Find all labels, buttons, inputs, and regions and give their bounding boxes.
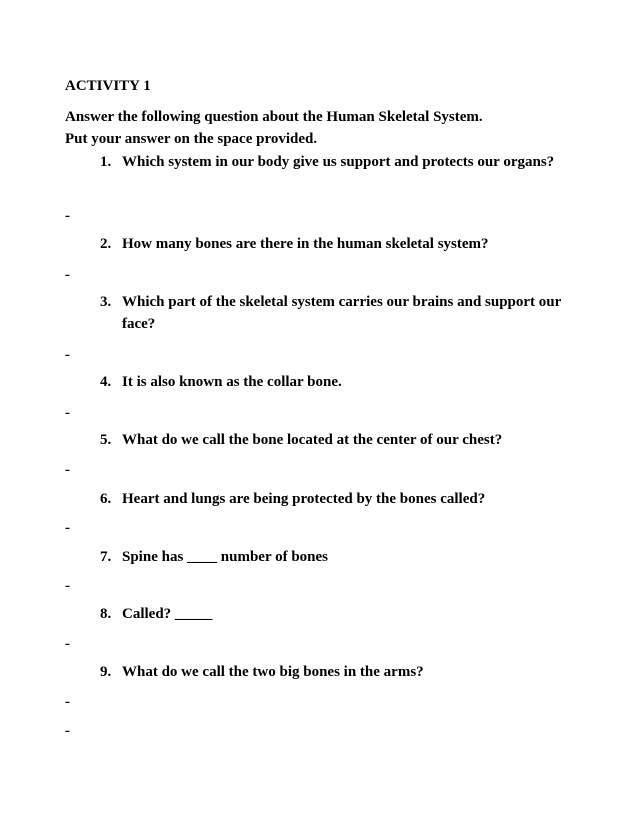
- question-text: Which system in our body give us support and protects our organs?: [122, 154, 555, 170]
- question-5: [100, 429, 570, 451]
- instructions: [65, 106, 585, 150]
- answer-marker-9b: -: [65, 723, 70, 739]
- question-text: Called? _____: [122, 606, 213, 622]
- answer-marker-9a: -: [65, 694, 70, 710]
- answer-marker-8: -: [65, 636, 70, 652]
- question-text: How many bones are there in the human skeletal system?: [122, 236, 489, 252]
- answer-marker-2: -: [65, 267, 70, 283]
- question-text: What do we call the bone located at the center of our chest?: [122, 432, 503, 448]
- answer-marker-5: -: [65, 462, 70, 478]
- question-7: [100, 546, 570, 568]
- question-text: Which part of the skeletal system carries our brains and support our face?: [122, 294, 562, 332]
- question-3: [100, 291, 570, 335]
- instruction-line-2: Put your answer on the space provided.: [65, 131, 318, 147]
- answer-marker-7: -: [65, 578, 70, 594]
- answer-marker-1: -: [65, 208, 70, 224]
- question-number: 3.: [100, 294, 112, 310]
- question-number: 9.: [100, 664, 112, 680]
- question-text: Spine has ____ number of bones: [122, 549, 329, 565]
- answer-marker-3: -: [65, 347, 70, 363]
- answer-marker-4: -: [65, 405, 70, 421]
- question-1: [100, 151, 570, 173]
- question-number: 1.: [100, 154, 112, 170]
- question-number: 5.: [100, 432, 112, 448]
- question-number: 2.: [100, 236, 112, 252]
- question-number: 6.: [100, 491, 112, 507]
- question-8: [100, 603, 570, 625]
- question-number: 7.: [100, 549, 112, 565]
- question-4: [100, 371, 570, 393]
- question-6: [100, 488, 570, 510]
- question-text: Heart and lungs are being protected by the bones called?: [122, 491, 486, 507]
- question-number: 4.: [100, 374, 112, 390]
- question-2: [100, 233, 570, 255]
- activity-title: ACTIVITY 1: [65, 78, 151, 94]
- instruction-line-1: Answer the following question about the Human Skeletal System.: [65, 109, 483, 125]
- question-number: 8.: [100, 606, 112, 622]
- question-text: What do we call the two big bones in the arms?: [122, 664, 424, 680]
- answer-marker-6: -: [65, 520, 70, 536]
- question-text: It is also known as the collar bone.: [122, 374, 342, 390]
- question-9: [100, 661, 570, 683]
